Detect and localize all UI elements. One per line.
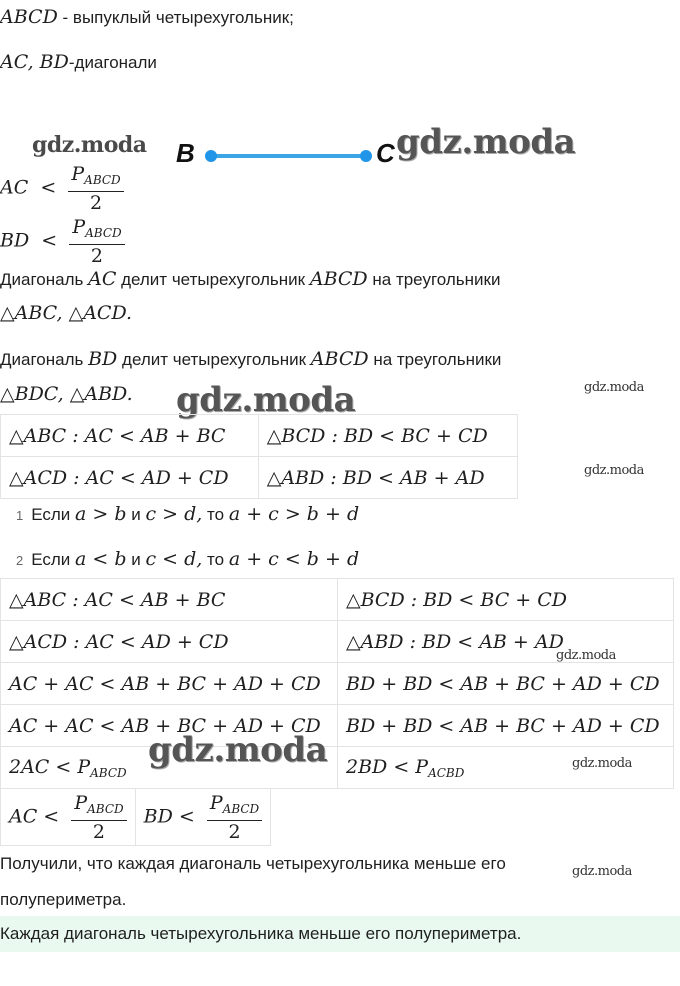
math: ABCD <box>309 268 368 290</box>
table-cell: AC + AC < AB + BC + AD + CD <box>1 705 338 747</box>
text: и <box>126 550 146 569</box>
ineq-lhs: BD <box>0 229 30 252</box>
table-cell: △ABC : AC < AB + BC <box>1 415 259 457</box>
math: AC < <box>9 805 60 827</box>
watermark: gdz.moda <box>32 132 147 158</box>
math: a + c < b + d <box>228 548 360 570</box>
table-row <box>1 579 674 621</box>
triangles-bd: △BDC, △ABD. <box>0 383 133 405</box>
watermark: gdz.moda <box>572 864 632 879</box>
triangle-inequalities-table <box>0 414 518 499</box>
frac-sub: ABCD <box>87 801 124 816</box>
table-cell: △ACD : AC < AD + CD <box>1 457 259 499</box>
math-sub: ACBD <box>428 765 465 780</box>
table-row <box>1 457 518 499</box>
math: a < b <box>75 548 127 570</box>
frac-den: 2 <box>228 820 241 843</box>
frac-num: P <box>72 216 86 238</box>
frac-sub: ABCD <box>85 226 122 240</box>
table-row <box>1 415 518 457</box>
segment-bc <box>212 154 367 158</box>
math-sub: ABCD <box>90 765 127 780</box>
watermark: gdz.moda <box>572 756 632 771</box>
text: на треугольники <box>367 270 501 289</box>
quad-desc: - выпуклый четырехугольник; <box>57 8 294 27</box>
table-cell: △BCD : BD < BC + CD <box>338 579 674 621</box>
math: a + c > b + d <box>228 503 360 525</box>
math: a > b <box>75 503 127 525</box>
text: и <box>126 505 146 524</box>
frac-num: P <box>74 791 88 814</box>
paragraph-diagonal-bd <box>0 348 501 370</box>
text: на треугольники <box>368 350 502 369</box>
frac-den: 2 <box>90 245 104 267</box>
intro-line-1 <box>0 6 294 28</box>
table-cell: BD + BD < AB + BC + AD + CD <box>338 705 674 747</box>
watermark: gdz.moda <box>176 380 356 420</box>
inequality-ac <box>0 163 124 214</box>
watermark: gdz.moda <box>396 122 576 162</box>
text: Диагональ <box>0 270 89 289</box>
list-item <box>16 548 359 570</box>
frac-num: P <box>209 791 223 814</box>
text: Если <box>31 550 76 569</box>
table-cell: △BCD : BD < BC + CD <box>258 415 517 457</box>
watermark: gdz.moda <box>584 380 644 395</box>
table-cell: △ABD : BD < AB + AD <box>258 457 517 499</box>
math: 2AC < P <box>9 755 91 778</box>
quad-name: ABCD <box>0 6 58 28</box>
result-table <box>0 788 271 846</box>
ineq-rel: < <box>41 229 58 252</box>
diagonals-desc: -диагонали <box>68 53 157 72</box>
fraction <box>68 163 123 214</box>
vertex-c-point <box>360 150 372 162</box>
vertex-label-b: B <box>176 138 195 168</box>
math: ABCD <box>310 348 369 370</box>
text: Если <box>31 505 76 524</box>
diagonals-names: AC, BD <box>0 51 69 73</box>
text: делит четырехугольник <box>117 350 311 369</box>
text: Диагональ <box>0 350 89 369</box>
math: c < d, <box>145 548 203 570</box>
paragraph-diagonal-ac <box>0 268 500 290</box>
text: делит четырехугольник <box>116 270 310 289</box>
watermark: gdz.moda <box>584 463 644 478</box>
answer-box <box>0 916 680 952</box>
table-cell: △ABD : BD < AB + AD <box>338 621 674 663</box>
ineq-lhs: AC <box>0 176 29 199</box>
list-number: 2 <box>16 553 24 568</box>
list-number: 1 <box>16 508 24 523</box>
table-row <box>1 705 674 747</box>
math: BD <box>88 348 118 370</box>
fraction <box>207 792 262 843</box>
table-row <box>1 663 674 705</box>
fraction <box>69 216 124 267</box>
frac-sub: ABCD <box>84 173 121 187</box>
ineq-rel: < <box>40 176 57 199</box>
watermark: gdz.moda <box>556 648 616 663</box>
table-cell: AC + AC < AB + BC + AD + CD <box>1 663 338 705</box>
answer-text: Каждая диагональ четырехугольника меньше его полупериметра. <box>0 924 522 943</box>
watermark: gdz.moda <box>148 730 328 770</box>
list-item <box>16 503 359 525</box>
frac-den: 2 <box>89 192 103 214</box>
frac-num: P <box>71 163 85 185</box>
table-row <box>1 789 271 846</box>
text: то <box>202 505 229 524</box>
table-cell: △ACD : AC < AD + CD <box>1 621 338 663</box>
conclusion-line-1: Получили, что каждая диагональ четырехугольника меньше его <box>0 854 506 873</box>
table-cell: BD + BD < AB + BC + AD + CD <box>338 663 674 705</box>
inequality-bd <box>0 216 125 267</box>
math: c > d, <box>145 503 203 525</box>
triangles-ac: △ABC, △ACD. <box>0 302 133 324</box>
vertex-b-point <box>205 150 217 162</box>
table-cell: △ABC : AC < AB + BC <box>1 579 338 621</box>
fraction <box>71 792 126 843</box>
math: 2BD < P <box>346 755 429 778</box>
frac-den: 2 <box>92 820 106 843</box>
frac-sub: ABCD <box>222 801 260 816</box>
conclusion-line-2: полупериметра. <box>0 890 127 909</box>
text: то <box>202 550 229 569</box>
intro-line-2 <box>0 51 157 73</box>
math: BD < <box>143 805 195 827</box>
math: AC <box>88 268 117 290</box>
vertex-label-c: C <box>376 138 395 168</box>
table-cell <box>1 789 136 846</box>
table-cell <box>135 789 271 846</box>
